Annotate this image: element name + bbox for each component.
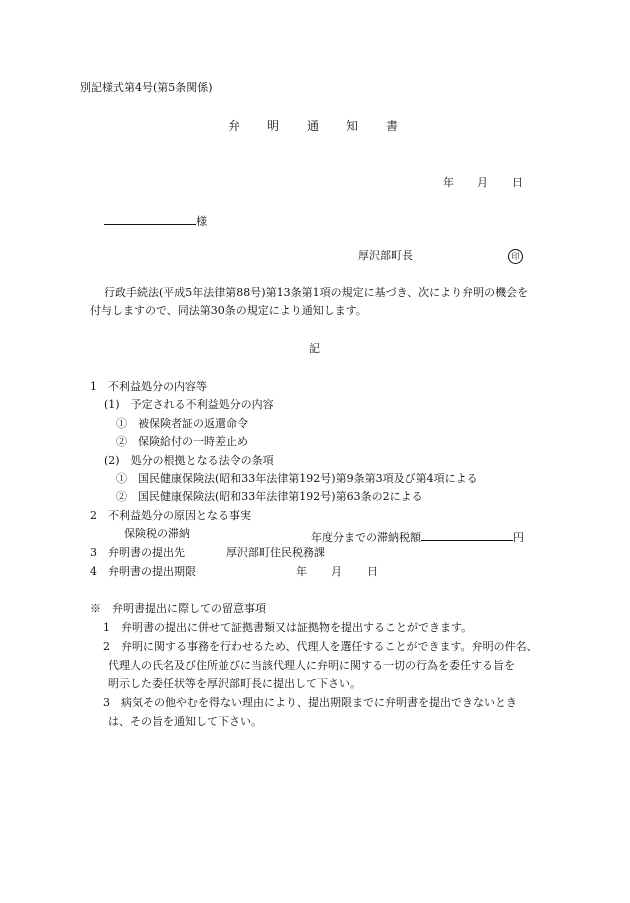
section-1-title: 1 不利益処分の内容等 [90,380,207,393]
section-1-2: (2) 処分の根拠となる法令の条項 [104,454,274,467]
section-2-arrears [311,528,524,543]
deadline-day: 日 [367,565,378,578]
section-2-title: 2 不利益処分の原因となる事実 [90,509,251,522]
addressee-line [104,212,207,227]
intro-line-1: 行政手続法(平成5年法律第88号)第13条第1項の規定に基づき、次により弁明の機会を [104,286,529,299]
seal-icon: 印 [508,249,523,264]
date-month: 月 [477,176,488,189]
notes-heading: ※ 弁明書提出に際しての留意事項 [90,602,266,615]
note-2-line-2: 代理人の氏名及び住所並びに当該代理人に弁明に関する一切の行為を委任する旨を [108,659,515,672]
title-char: 書 [386,119,399,133]
title-char: 明 [267,119,280,133]
sender-name: 厚沢部町長 [358,249,413,262]
arrears-label: 年度分までの滞納税額 [311,531,421,544]
addressee-blank [104,212,196,225]
section-1-1-b: ② 保険給付の一時差止め [116,435,248,448]
arrears-amount-blank [421,528,513,541]
section-1-1-a: ① 被保険者証の返還命令 [116,417,248,430]
section-3-label: 3 弁明書の提出先 [90,546,185,559]
section-1-1: (1) 予定される不利益処分の内容 [104,398,274,411]
deadline-year: 年 [296,565,307,578]
date-day: 日 [512,176,523,189]
yen-label: 円 [513,531,524,544]
intro-line-2: 付与しますので、同法第30条の規定により通知します。 [90,304,367,317]
title-char: 知 [346,119,359,133]
ki-heading: 記 [309,342,320,355]
section-3-value: 厚沢部町住民税務課 [226,546,325,559]
date-year: 年 [443,176,454,189]
note-3-line-2: は、その旨を通知して下さい。 [108,715,262,728]
seal-mark [508,249,523,264]
note-3-line-1: 3 病気その他やむを得ない理由により、提出期限までに弁明書を提出できないとき [103,696,517,709]
form-label: 別記様式第4号(第5条関係) [80,81,213,94]
deadline-month: 月 [331,565,342,578]
section-4-label: 4 弁明書の提出期限 [90,565,196,578]
note-2-line-3: 明示した委任状等を厚沢部町長に提出して下さい。 [108,677,361,690]
title-char: 弁 [228,119,241,133]
section-1-2-b: ② 国民健康保険法(昭和33年法律第192号)第63条の2による [116,490,423,503]
section-2-text: 保険税の滞納 [124,527,190,540]
title-char: 通 [307,119,320,133]
note-2-line-1: 2 弁明に関する事務を行わせるため、代理人を選任することができます。弁明の件名、 [103,640,538,653]
section-1-2-a: ① 国民健康保険法(昭和33年法律第192号)第9条第3項及び第4項による [116,472,478,485]
note-1: 1 弁明書の提出に併せて証拠書類又は証拠物を提出することができます。 [103,621,473,634]
addressee-suffix: 様 [196,215,207,228]
